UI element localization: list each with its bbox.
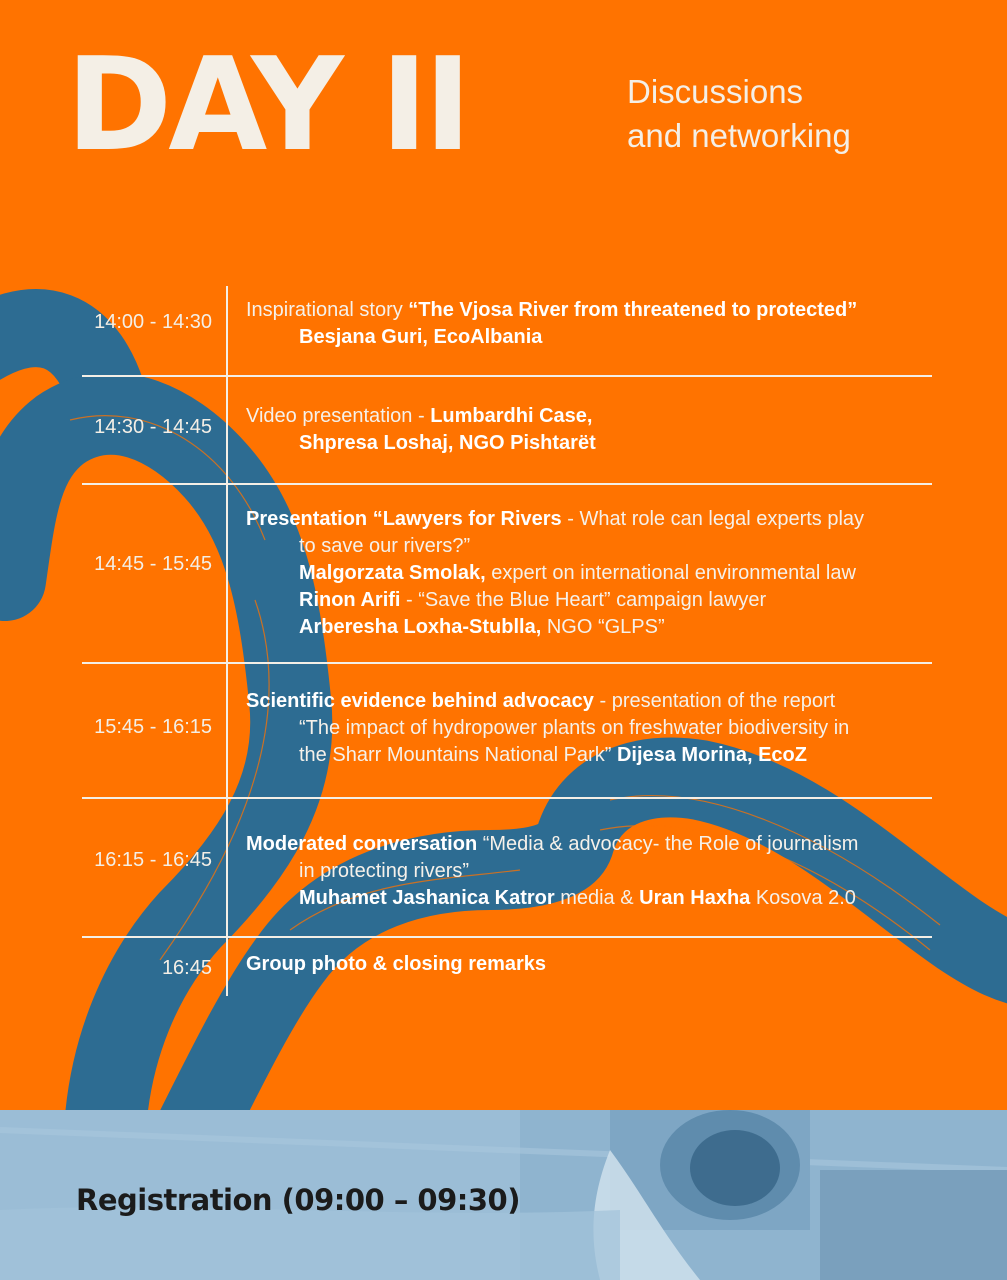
entry-text: to save our rivers?” <box>299 535 471 557</box>
speaker-name: Besjana Guri, EcoAlbania <box>299 326 543 348</box>
entry-text: in protecting rivers” <box>299 860 470 882</box>
speaker-name: Arberesha Loxha-Stublla, <box>299 616 542 638</box>
schedule-time: 15:45 - 16:15 <box>94 716 212 738</box>
speaker-role: media & <box>554 887 640 909</box>
entry-line <box>246 560 946 587</box>
speaker-name: Malgorzata Smolak, <box>299 562 486 584</box>
entry-line <box>246 324 946 351</box>
schedule-entry <box>246 688 946 769</box>
entry-line <box>246 831 946 858</box>
speaker-role: Kosova 2.0 <box>750 887 856 909</box>
speaker-name: Shpresa Loshaj, NGO Pishtarët <box>299 432 596 454</box>
schedule-time: 14:00 - 14:30 <box>94 311 212 333</box>
schedule-time: 16:15 - 16:45 <box>94 849 212 871</box>
day-subtitle <box>627 70 957 158</box>
schedule-row-divider <box>82 375 932 377</box>
entry-text-bold: Group photo & closing remarks <box>246 953 547 975</box>
entry-text: Inspirational story <box>246 299 409 321</box>
entry-text-bold: Moderated conversation <box>246 833 478 855</box>
speaker-name: Rinon Arifi <box>299 589 401 611</box>
entry-text: Video presentation - <box>246 405 431 427</box>
speaker-name: Dijesa Morina, EcoZ <box>616 744 807 766</box>
entry-line <box>246 885 946 912</box>
entry-line <box>246 297 946 324</box>
speaker-role: NGO “GLPS” <box>541 616 665 638</box>
entry-text-bold: Scientific evidence behind advocacy <box>246 690 594 712</box>
entry-text-bold: “The Vjosa River from threatened to protected” <box>408 299 858 321</box>
entry-line <box>246 430 946 457</box>
schedule-entry <box>246 297 946 351</box>
entry-line <box>246 614 946 641</box>
speaker-role: expert on international environmental law <box>485 562 856 584</box>
schedule-entry <box>246 831 946 912</box>
schedule-time: 16:45 <box>161 957 212 979</box>
registration-time: Registration (09:00 – 09:30) <box>76 1183 520 1217</box>
day-title: DAY II <box>66 31 468 180</box>
schedule-row-divider <box>82 936 932 938</box>
entry-line <box>246 858 946 885</box>
entry-text: - presentation of the report <box>593 690 836 712</box>
speaker-name: Uran Haxha <box>639 887 751 909</box>
entry-line <box>246 533 946 560</box>
entry-line <box>246 951 946 978</box>
schedule-time: 14:45 - 15:45 <box>94 553 212 575</box>
subtitle-line-2: and networking <box>627 117 851 154</box>
schedule-row-divider <box>82 483 932 485</box>
schedule-row-divider <box>82 662 932 664</box>
schedule-vertical-divider <box>226 286 228 996</box>
entry-line <box>246 587 946 614</box>
schedule-time: 14:30 - 14:45 <box>94 416 212 438</box>
entry-text: the Sharr Mountains National Park” <box>299 744 617 766</box>
entry-text: - What role can legal experts play <box>561 508 865 530</box>
entry-text: “Media & advocacy- the Role of journalism <box>477 833 859 855</box>
speaker-role: - “Save the Blue Heart” campaign lawyer <box>400 589 767 611</box>
entry-text-bold: Presentation “Lawyers for Rivers <box>246 508 562 530</box>
schedule-entry <box>246 506 946 641</box>
entry-text: “The impact of hydropower plants on freshwater biodiversity in <box>299 717 850 739</box>
entry-text-bold: Lumbardhi Case, <box>430 405 593 427</box>
entry-line <box>246 403 946 430</box>
schedule-row-divider <box>82 797 932 799</box>
entry-line <box>246 688 946 715</box>
speaker-name: Muhamet Jashanica Katror <box>299 887 555 909</box>
subtitle-line-1: Discussions <box>627 73 804 110</box>
schedule-entry <box>246 403 946 457</box>
entry-line <box>246 715 946 742</box>
schedule-entry <box>246 951 946 978</box>
entry-line <box>246 506 946 533</box>
entry-line <box>246 742 946 769</box>
